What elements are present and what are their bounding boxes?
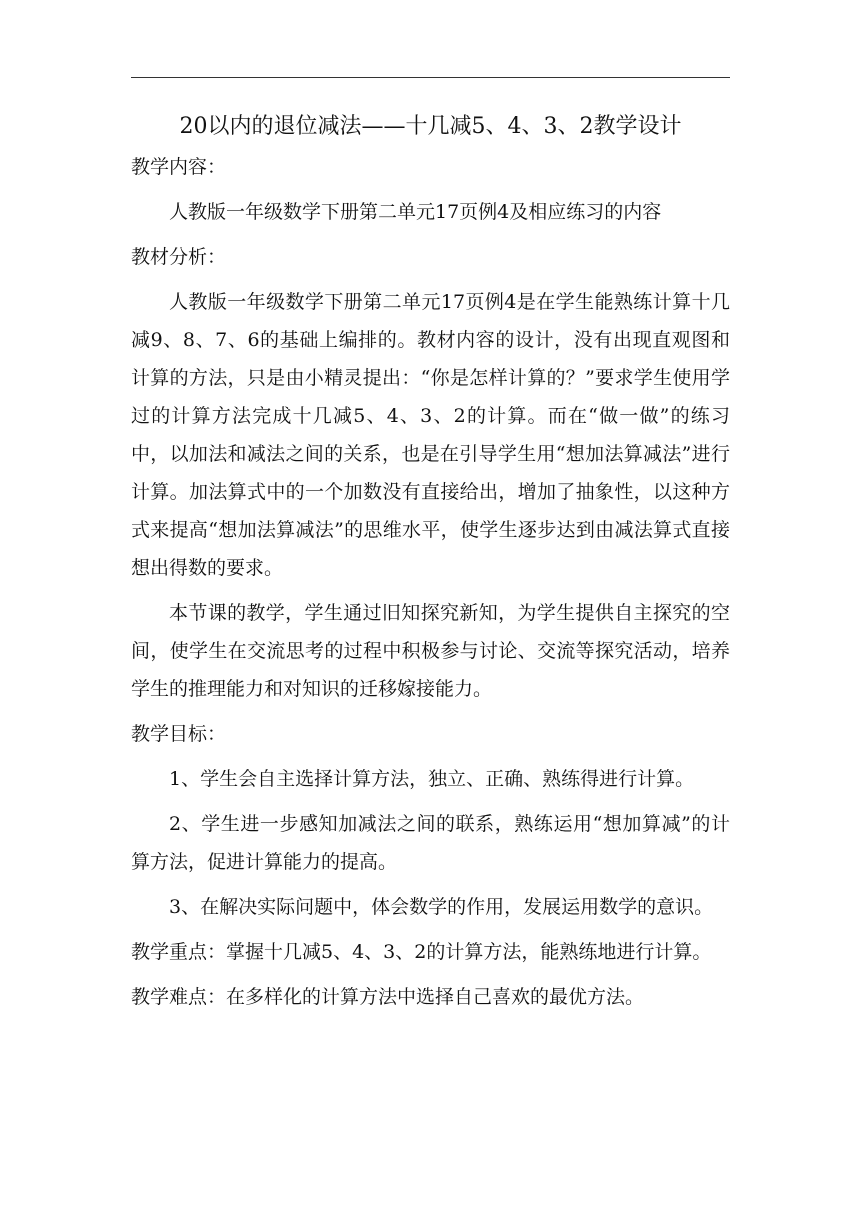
paragraph-teaching-content: 人教版一年级数学下册第二单元17页例4及相应练习的内容: [169, 201, 662, 223]
paragraph-material-analysis: 人教版一年级数学下册第二单元17页例4是在学生能熟练计算十几减9、8、7、6的基础上编排的。教材内容的设计，没有出现直观图和计算的方法，只是由小精灵提出：“你是怎样计算的？”要求学生使用学过的计算方法完成十几减5、4、3、2的计算。而在“做一做”的练习中，以加法和减法之间的关系，也是在引导学生用“想加法算减法”进行计算。加法算式中的一个加数没有直接给出，增加了抽象性，以这种方式来提高“想加法算减法”的思维水平，使学生逐步达到由减法算式直接想出得数的要求。: [131, 291, 730, 579]
paragraph-lesson-overview: 本节课的教学，学生通过旧知探究新知，为学生提供自主探究的空间，使学生在交流思考的过程中积极参与讨论、交流等探究活动，培养学生的推理能力和对知识的迁移嫁接能力。: [131, 602, 730, 700]
heading-teaching-content: 教学内容：: [131, 156, 227, 178]
document-body: [131, 148, 730, 1023]
key-point: 教学重点：掌握十几减5、4、3、2的计算方法，能熟练地进行计算。: [131, 941, 712, 963]
goal-item-2: 2、学生进一步感知加减法之间的联系，熟练运用“想加算减”的计算方法，促进计算能力的提高。: [131, 813, 730, 873]
goal-item-3: 3、在解决实际问题中，体会数学的作用，发展运用数学的意识。: [169, 896, 714, 918]
heading-material-analysis: 教材分析：: [131, 246, 227, 268]
goal-item-1: 1、学生会自主选择计算方法，独立、正确、熟练得进行计算。: [169, 768, 695, 790]
document-title: 20以内的退位减法——十几减5、4、3、2教学设计: [179, 114, 682, 139]
difficult-point: 教学难点：在多样化的计算方法中选择自己喜欢的最优方法。: [131, 986, 645, 1008]
heading-teaching-goals: 教学目标：: [131, 723, 227, 745]
header-rule: [131, 77, 730, 78]
